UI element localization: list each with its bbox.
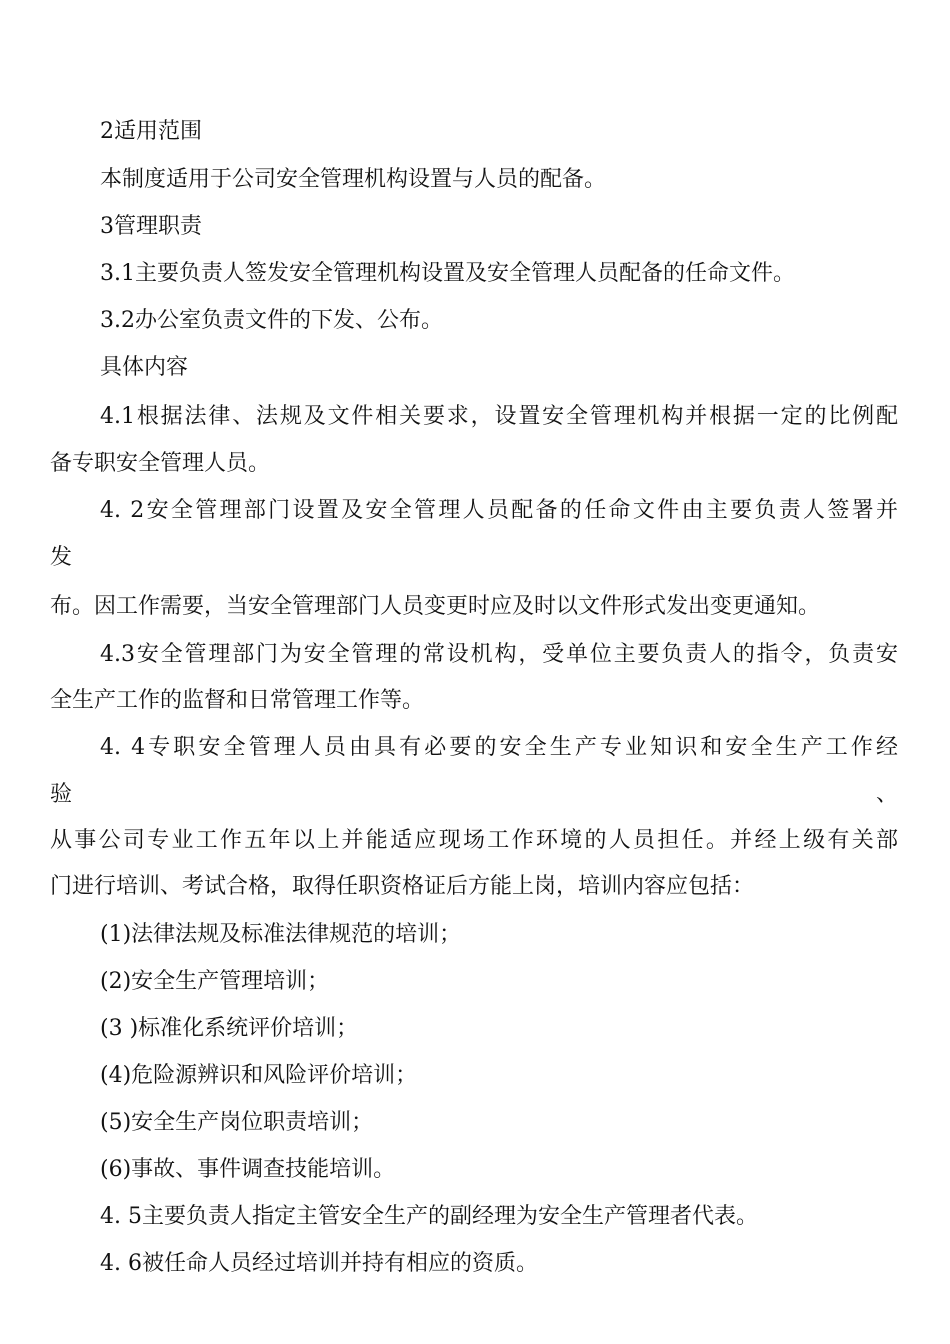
paragraph-4-5: 4. 5主要负责人指定主管安全生产的副经理为安全生产管理者代表。 xyxy=(100,1204,758,1229)
paragraph-4-1-line-2: 备专职安全管理人员。 xyxy=(50,451,271,476)
section-heading-content: 具体内容 xyxy=(100,355,189,380)
paragraph-4-6: 4. 6被任命人员经过培训并持有相应的资质。 xyxy=(100,1251,538,1276)
list-item-3: (3 )标准化系统评价培训； xyxy=(100,1016,359,1041)
punctuation-mark: 、 xyxy=(876,782,899,807)
paragraph-4-1-line-1: 4.1根据法律、法规及文件相关要求，设置安全管理机构并根据一定的比例配 xyxy=(100,404,898,429)
section-heading-scope: 2适用范围 xyxy=(100,119,202,144)
list-item-5: (5)安全生产岗位职责培训； xyxy=(100,1110,374,1135)
paragraph-4-3-line-2: 全生产工作的监督和日常管理工作等。 xyxy=(50,688,425,713)
paragraph-4-4-line-2: 验 xyxy=(50,782,73,807)
paragraph-4-3-line-1: 4.3安全管理部门为安全管理的常设机构，受单位主要负责人的指令，负责安 xyxy=(100,642,898,667)
paragraph-3-2: 3.2办公室负责文件的下发、公布。 xyxy=(100,308,443,333)
list-item-6: (6)事故、事件调查技能培训。 xyxy=(100,1157,396,1182)
paragraph-4-2-line-2: 发 xyxy=(50,545,73,570)
list-item-1: (1)法律法规及标准法律规范的培训； xyxy=(100,922,462,947)
section-heading-duties: 3管理职责 xyxy=(100,214,202,239)
paragraph-4-4-line-3: 从事公司专业工作五年以上并能适应现场工作环境的人员担任。并经上级有关部 xyxy=(50,828,898,853)
paragraph-scope: 本制度适用于公司安全管理机构设置与人员的配备。 xyxy=(100,167,607,192)
list-item-2: (2)安全生产管理培训； xyxy=(100,969,330,994)
paragraph-4-4-line-4: 门进行培训、考试合格，取得任职资格证后方能上岗，培训内容应包括： xyxy=(50,874,755,899)
paragraph-4-2-line-1: 4. 2安全管理部门设置及安全管理人员配备的任命文件由主要负责人签署并 xyxy=(100,498,898,523)
paragraph-3-1: 3.1主要负责人签发安全管理机构设置及安全管理人员配备的任命文件。 xyxy=(100,261,795,286)
paragraph-4-4-line-1: 4. 4专职安全管理人员由具有必要的安全生产专业知识和安全生产工作经 xyxy=(100,735,898,760)
paragraph-4-2-line-3: 布。因工作需要，当安全管理部门人员变更时应及时以文件形式发出变更通知。 xyxy=(50,594,821,619)
list-item-4: (4)危险源辨识和风险评价培训； xyxy=(100,1063,418,1088)
